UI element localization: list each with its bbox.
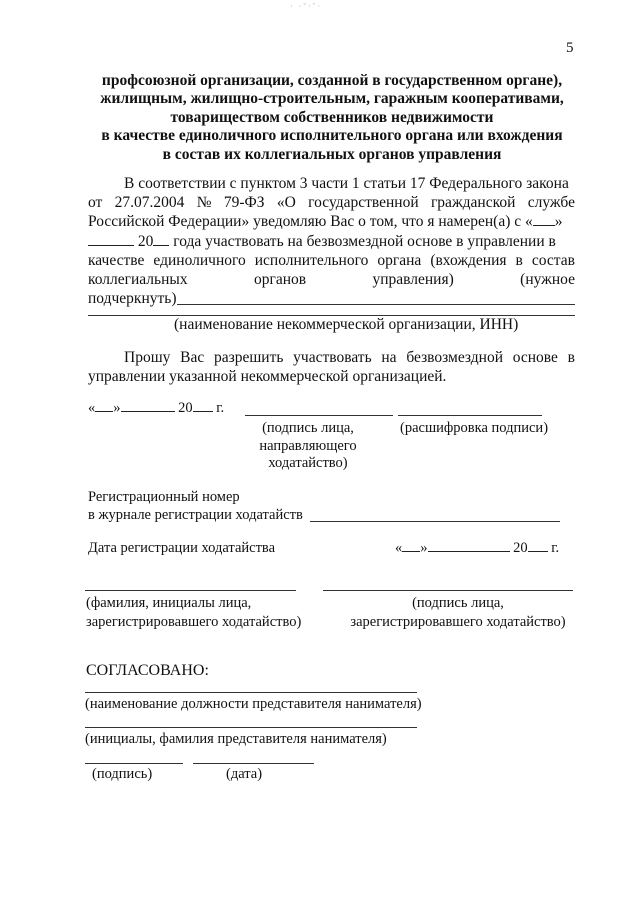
- title-line: в качестве единоличного исполнительного органа или вхождения: [101, 127, 563, 145]
- registration-number-label: Регистрационный номер в журнале регистрации ходатайств: [88, 489, 303, 523]
- approver-date-line[interactable]: [193, 763, 314, 764]
- registrar-signature-caption: (подпись лица, зарегистрировавшего ходатайство): [350, 595, 566, 630]
- title-line: в состав их коллегиальных органов управления: [162, 145, 502, 163]
- notice-paragraph: [88, 174, 575, 308]
- registration-date: « » 20 г.: [395, 540, 560, 556]
- signature-caption: (подпись лица, направляющего ходатайство): [259, 420, 357, 471]
- registrar-signature-line[interactable]: [323, 590, 573, 591]
- signature-line[interactable]: [245, 415, 393, 416]
- approver-signature-caption: (подпись): [92, 766, 153, 782]
- signature-decode-line[interactable]: [398, 415, 542, 416]
- approver-date-caption: (дата): [226, 766, 263, 782]
- registrar-name-line[interactable]: [85, 590, 296, 591]
- notice-line-7: подчеркнуть): [88, 289, 575, 308]
- approver-signature-line[interactable]: [85, 763, 183, 764]
- title-line: товариществом собственников недвижимости: [170, 108, 494, 126]
- signature-month-blank[interactable]: [121, 410, 175, 412]
- day-blank[interactable]: [533, 224, 555, 226]
- document-title: [84, 72, 580, 164]
- month-blank[interactable]: [88, 244, 134, 246]
- notice-line-4: 20 года участвовать на безвозмездной основе в управлении в: [88, 232, 575, 251]
- notice-line-5: качестве единоличного исполнительного органа (вхождения в состав: [88, 251, 575, 269]
- signature-year-blank[interactable]: [193, 410, 213, 412]
- page-number: 5: [566, 40, 574, 56]
- approver-position-caption: (наименование должности представителя нанимателя): [85, 696, 422, 712]
- year-blank[interactable]: [153, 244, 169, 246]
- notice-line-2: от 27.07.2004 № 79-ФЗ «О государственной гражданской службе: [88, 194, 575, 212]
- request-line-1: Прошу Вас разрешить участвовать на безвозмездной основе в: [124, 349, 575, 366]
- registration-date-label: Дата регистрации ходатайства: [88, 540, 275, 556]
- scan-artifact: · ·ˇ·ˆ·: [290, 2, 322, 11]
- signature-day-blank[interactable]: [95, 410, 113, 412]
- registration-day-blank[interactable]: [402, 550, 420, 552]
- notice-line-1: В соответствии с пунктом 3 части 1 статьи 17 Федерального закона: [124, 175, 569, 192]
- title-line: профсоюзной организации, созданной в государственном органе),: [101, 72, 563, 89]
- organization-caption: (наименование некоммерческой организации, ИНН): [174, 316, 519, 333]
- request-paragraph: [88, 348, 575, 386]
- approver-position-line[interactable]: [85, 692, 417, 693]
- registration-number-blank[interactable]: [310, 521, 560, 522]
- request-line-2: управлении указанной некоммерческой организацией.: [88, 368, 447, 386]
- signature-decode-caption: (расшифровка подписи): [400, 420, 549, 436]
- approver-name-line[interactable]: [85, 727, 417, 728]
- notice-line-3: Российской Федерации» уведомляю Вас о том, что я намерен(а) с « »: [88, 213, 563, 231]
- approval-heading: СОГЛАСОВАНО:: [86, 662, 209, 679]
- registration-year-blank[interactable]: [528, 550, 548, 552]
- signature-date: « » 20 г.: [88, 400, 225, 416]
- registration-month-blank[interactable]: [428, 550, 510, 552]
- notice-line-6: коллегиальных органов управления) (нужное: [88, 271, 575, 289]
- organization-blank[interactable]: [177, 304, 576, 305]
- registrar-name-caption: (фамилия, инициалы лица, зарегистрировавшего ходатайство): [86, 595, 302, 630]
- approver-name-caption: (инициалы, фамилия представителя нанимателя): [85, 731, 387, 747]
- title-line: жилищным, жилищно-строительным, гаражным кооперативами,: [100, 90, 564, 108]
